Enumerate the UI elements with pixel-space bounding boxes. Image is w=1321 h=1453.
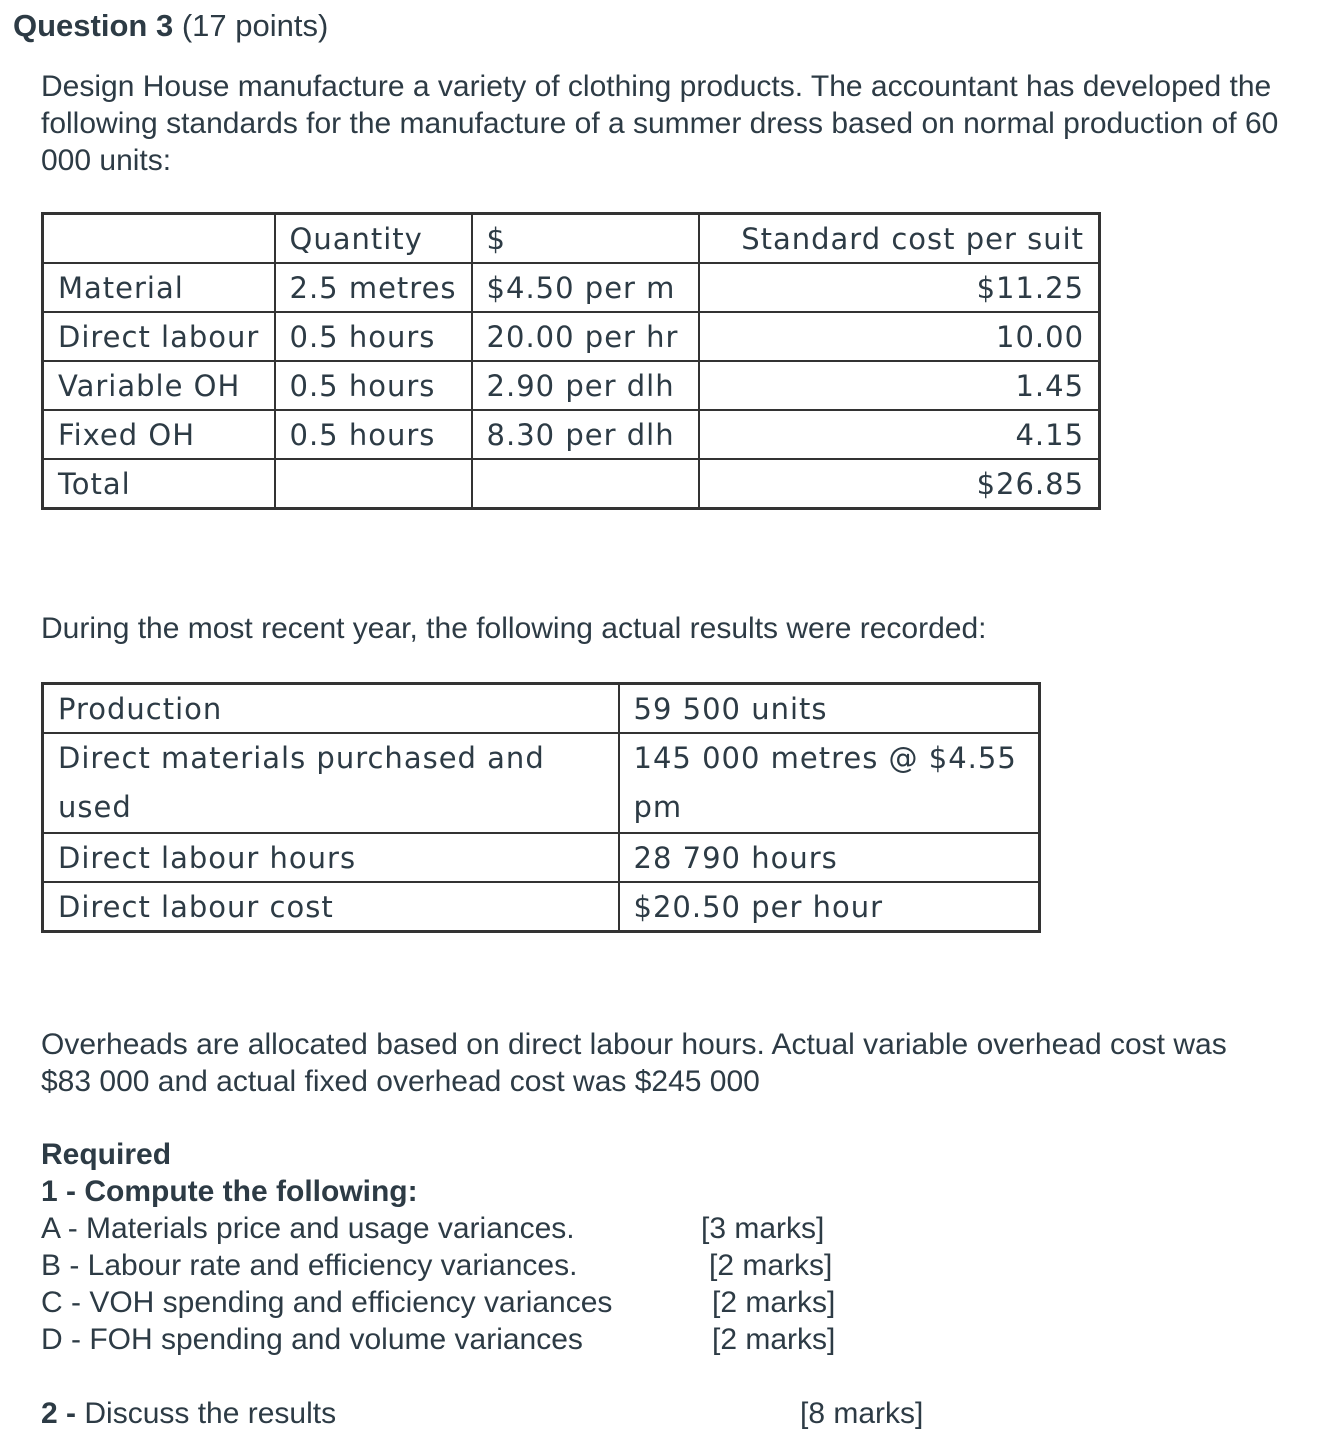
rate-cell: 20.00 per hr	[472, 312, 699, 361]
rate-cell: 8.30 per dlh	[472, 410, 699, 459]
header-cell-blank	[43, 214, 275, 264]
table-row	[43, 733, 1040, 833]
rate-cell	[472, 459, 699, 509]
part2-item	[41, 1395, 961, 1432]
actual-value-cell: 145 000 metres @ $4.55 pm	[619, 733, 1040, 833]
header-cell-rate: $	[472, 214, 699, 264]
part2-number: 2 -	[41, 1397, 77, 1430]
task-marks: [2 marks]	[709, 1249, 833, 1282]
total-row	[43, 459, 1100, 509]
required-heading: Required	[41, 1138, 172, 1171]
header-cell-quantity: Quantity	[275, 214, 472, 264]
table-row	[43, 361, 1100, 410]
actual-value-cell: 59 500 units	[619, 684, 1040, 734]
actuals-table	[41, 682, 1041, 933]
header-cell-standard-cost: Standard cost per suit	[699, 214, 1100, 264]
task-label: D - FOH spending and volume variances	[41, 1323, 583, 1356]
task-label: A - Materials price and usage variances.	[41, 1212, 575, 1245]
task-item	[41, 1247, 861, 1284]
total-cost-cell: $26.85	[699, 459, 1100, 509]
table-row	[43, 833, 1040, 882]
table-row	[43, 882, 1040, 932]
table-row	[43, 312, 1100, 361]
question-points: (17 points)	[181, 8, 329, 43]
total-label-cell: Total	[43, 459, 275, 509]
question-header	[13, 6, 328, 46]
question-title: Question 3	[13, 8, 174, 43]
cost-item-cell: Fixed OH	[43, 410, 275, 459]
table-row	[43, 410, 1100, 459]
standards-table	[41, 212, 1101, 510]
task-label: B - Labour rate and efficiency variances.	[41, 1249, 578, 1282]
task-marks: [2 marks]	[712, 1286, 836, 1319]
actual-value-cell: $20.50 per hour	[619, 882, 1040, 932]
part2-text: Discuss the results	[84, 1397, 337, 1430]
standard-cost-cell: $11.25	[699, 263, 1100, 312]
cost-item-cell: Variable OH	[43, 361, 275, 410]
task-label: C - VOH spending and efficiency variances	[41, 1286, 613, 1319]
quantity-cell: 0.5 hours	[275, 361, 472, 410]
actual-item-cell: Production	[43, 684, 619, 734]
task-item	[41, 1210, 861, 1247]
task-item	[41, 1284, 861, 1321]
actual-item-cell: Direct labour cost	[43, 882, 619, 932]
actual-item-cell: Direct materials purchased and used	[43, 733, 619, 833]
actual-results-intro: During the most recent year, the following actual results were recorded:	[41, 612, 987, 645]
rate-cell: $4.50 per m	[472, 263, 699, 312]
actual-value-cell: 28 790 hours	[619, 833, 1040, 882]
cost-item-cell: Direct labour	[43, 312, 275, 361]
rate-cell: 2.90 per dlh	[472, 361, 699, 410]
part1-heading: 1 - Compute the following:	[41, 1175, 418, 1208]
table-row	[43, 263, 1100, 312]
standard-cost-cell: 4.15	[699, 410, 1100, 459]
overhead-paragraph: Overheads are allocated based on direct labour hours. Actual variable overhead cost was $83 000 and actual fixed overhead cost was $245 000	[41, 1028, 1227, 1098]
actual-item-cell: Direct labour hours	[43, 833, 619, 882]
task-item	[41, 1321, 861, 1358]
quantity-cell: 2.5 metres	[275, 263, 472, 312]
quantity-cell: 0.5 hours	[275, 410, 472, 459]
standard-cost-cell: 10.00	[699, 312, 1100, 361]
table-row	[43, 684, 1040, 734]
standard-cost-cell: 1.45	[699, 361, 1100, 410]
part2-label	[41, 1395, 336, 1432]
quantity-cell: 0.5 hours	[275, 312, 472, 361]
task-marks: [2 marks]	[712, 1323, 836, 1356]
part2-marks: [8 marks]	[800, 1397, 924, 1430]
intro-paragraph: Design House manufacture a variety of clothing products. The accountant has developed the following standards for the manufacture of a summer dress based on normal production of 60 000 units:	[41, 70, 1279, 177]
task-marks: [3 marks]	[701, 1212, 825, 1245]
standards-header-row	[43, 214, 1100, 264]
cost-item-cell: Material	[43, 263, 275, 312]
quantity-cell	[275, 459, 472, 509]
